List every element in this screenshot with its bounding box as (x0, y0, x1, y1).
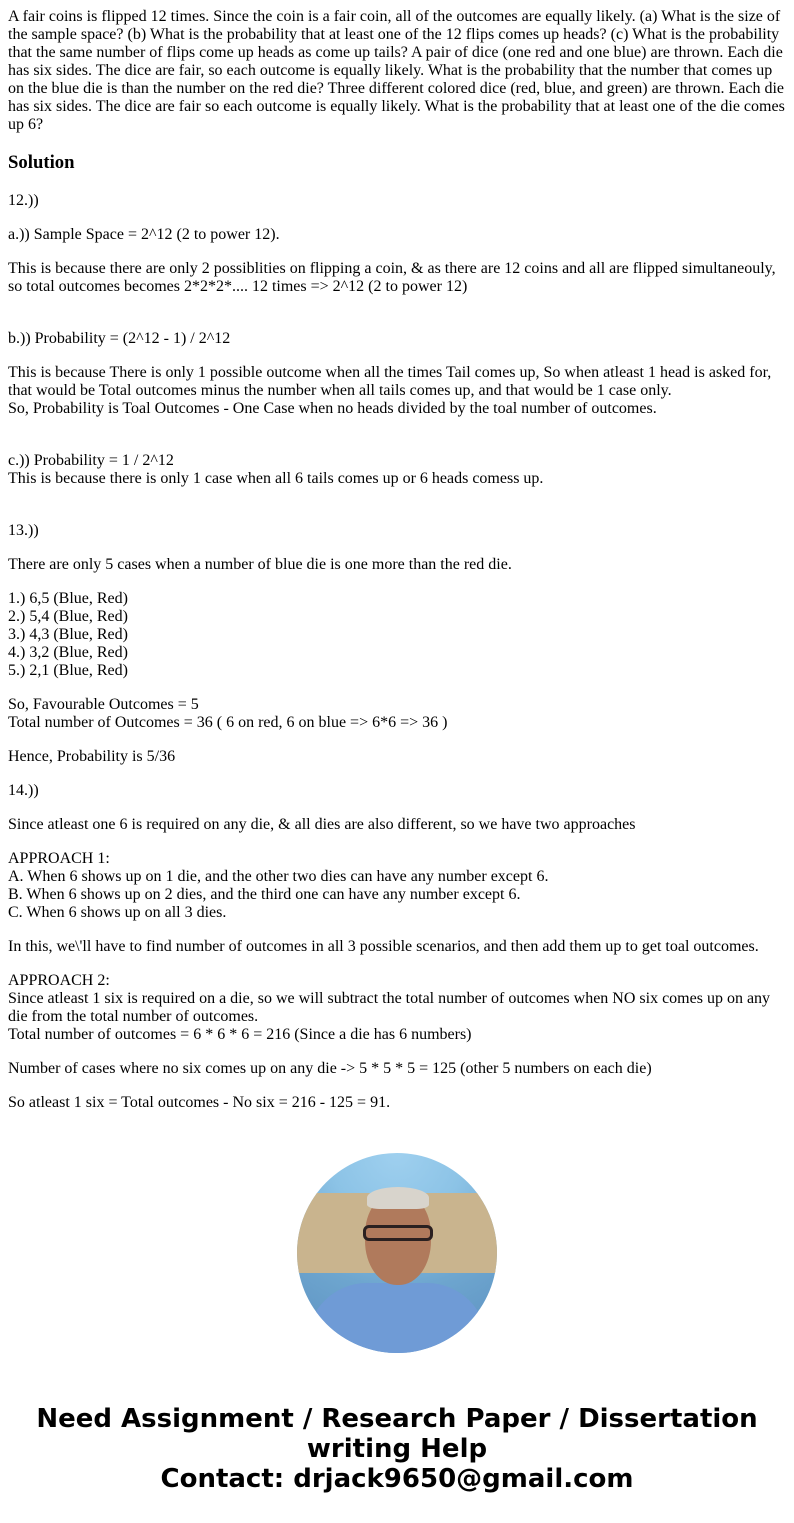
paragraph (8, 522, 786, 540)
tutor-avatar-photo (297, 1153, 497, 1353)
text-line: 12.)) (8, 192, 39, 209)
text-line: Hence, Probability is 5/36 (8, 748, 176, 765)
paragraph (8, 452, 786, 488)
paragraph (8, 1060, 786, 1078)
question-text: A fair coins is flipped 12 times. Since the coin is a fair coin, all of the outcomes are equally likely. (a) What is the size of the sample space? (b) What is the probability that at least one of the 12 flips comes up heads? (c) What is the probability that the same number of flips come up heads as come up tails? A pair of dice (one red and one blue) are thrown. Each die has six sides. The dice are fair, so each outcome is equally likely. What is the probability that the number that comes up on the blue die is than the number on the red die? Three different colored dice (red, blue, and green) are thrown. Each die has six sides. The dice are fair so each outcome is equally likely. What is the probability that at least one of the die comes up 6? (8, 8, 785, 133)
paragraph (8, 226, 786, 244)
solution-body (8, 192, 786, 1112)
text-line: So, Favourable Outcomes = 5 (8, 696, 199, 713)
solution-heading: Solution (8, 152, 75, 173)
paragraph (8, 696, 786, 732)
paragraph (8, 748, 786, 766)
paragraph (8, 192, 786, 210)
text-line: So, Probability is Toal Outcomes - One Case when no heads divided by the toal number of outcomes. (8, 400, 657, 417)
text-line: Since atleast one 6 is required on any die, & all dies are also different, so we have two approaches (8, 816, 636, 833)
text-line: a.)) Sample Space = 2^12 (2 to power 12). (8, 226, 280, 243)
text-line: Since atleast 1 six is required on a die, so we will subtract the total number of outcomes when NO six comes up on any die from the total number of outcomes. (8, 990, 771, 1025)
promo-line: Need Assignment / Research Paper / Dissertation (36, 1404, 758, 1434)
list-item: 1.) 6,5 (Blue, Red) (8, 590, 128, 607)
text-line: 14.)) (8, 782, 39, 799)
paragraph (8, 782, 786, 800)
text-line: A. When 6 shows up on 1 die, and the other two dies can have any number except 6. (8, 868, 549, 885)
paragraph (8, 364, 786, 418)
text-line: b.)) Probability = (2^12 - 1) / 2^12 (8, 330, 231, 347)
paragraph (8, 260, 786, 296)
contact-email: Contact: drjack9650@gmail.com (160, 1464, 634, 1494)
text-line: This is because there is only 1 case when all 6 tails comes up or 6 heads comess up. (8, 470, 544, 487)
text-line: Number of cases where no six comes up on any die -> 5 * 5 * 5 = 125 (other 5 numbers on each die) (8, 1060, 652, 1077)
paragraph (8, 938, 786, 956)
case-list (8, 590, 786, 680)
text-line: There are only 5 cases when a number of blue die is one more than the red die. (8, 556, 512, 573)
text-line: APPROACH 1: (8, 850, 110, 867)
text-line: This is because there are only 2 possiblities on flipping a coin, & as there are 12 coins and all are flipped simultaneouly, so total outcomes becomes 2*2*2*.... 12 times => 2^12 (2 to power 12) (8, 260, 776, 295)
paragraph (8, 1094, 786, 1112)
list-item: 2.) 5,4 (Blue, Red) (8, 608, 128, 625)
text-line: 13.)) (8, 522, 39, 539)
text-line: APPROACH 2: (8, 972, 110, 989)
text-line: So atleast 1 six = Total outcomes - No six = 216 - 125 = 91. (8, 1094, 391, 1111)
text-line: In this, we\'ll have to find number of outcomes in all 3 possible scenarios, and then add them up to get toal outcomes. (8, 938, 759, 955)
paragraph (8, 816, 786, 834)
text-line: B. When 6 shows up on 2 dies, and the third one can have any number except 6. (8, 886, 521, 903)
promo-section (0, 1153, 794, 1353)
text-line: Total number of Outcomes = 36 ( 6 on red, 6 on blue => 6*6 => 36 ) (8, 714, 448, 731)
list-item: 3.) 4,3 (Blue, Red) (8, 626, 128, 643)
paragraph (8, 556, 786, 574)
paragraph (8, 330, 786, 348)
text-line: This is because There is only 1 possible outcome when all the times Tail comes up, So when atleast 1 head is asked for, that would be Total outcomes minus the number when all tails comes up, and that would be 1 case only. (8, 364, 772, 399)
list-item: 5.) 2,1 (Blue, Red) (8, 662, 128, 679)
paragraph (8, 972, 786, 1044)
text-line: c.)) Probability = 1 / 2^12 (8, 452, 174, 469)
paragraph (8, 850, 786, 922)
text-line: C. When 6 shows up on all 3 dies. (8, 904, 227, 921)
list-item: 4.) 3,2 (Blue, Red) (8, 644, 128, 661)
promo-line: writing Help (306, 1434, 488, 1464)
promo-banner (0, 1404, 794, 1494)
text-line: Total number of outcomes = 6 * 6 * 6 = 216 (Since a die has 6 numbers) (8, 1026, 472, 1043)
